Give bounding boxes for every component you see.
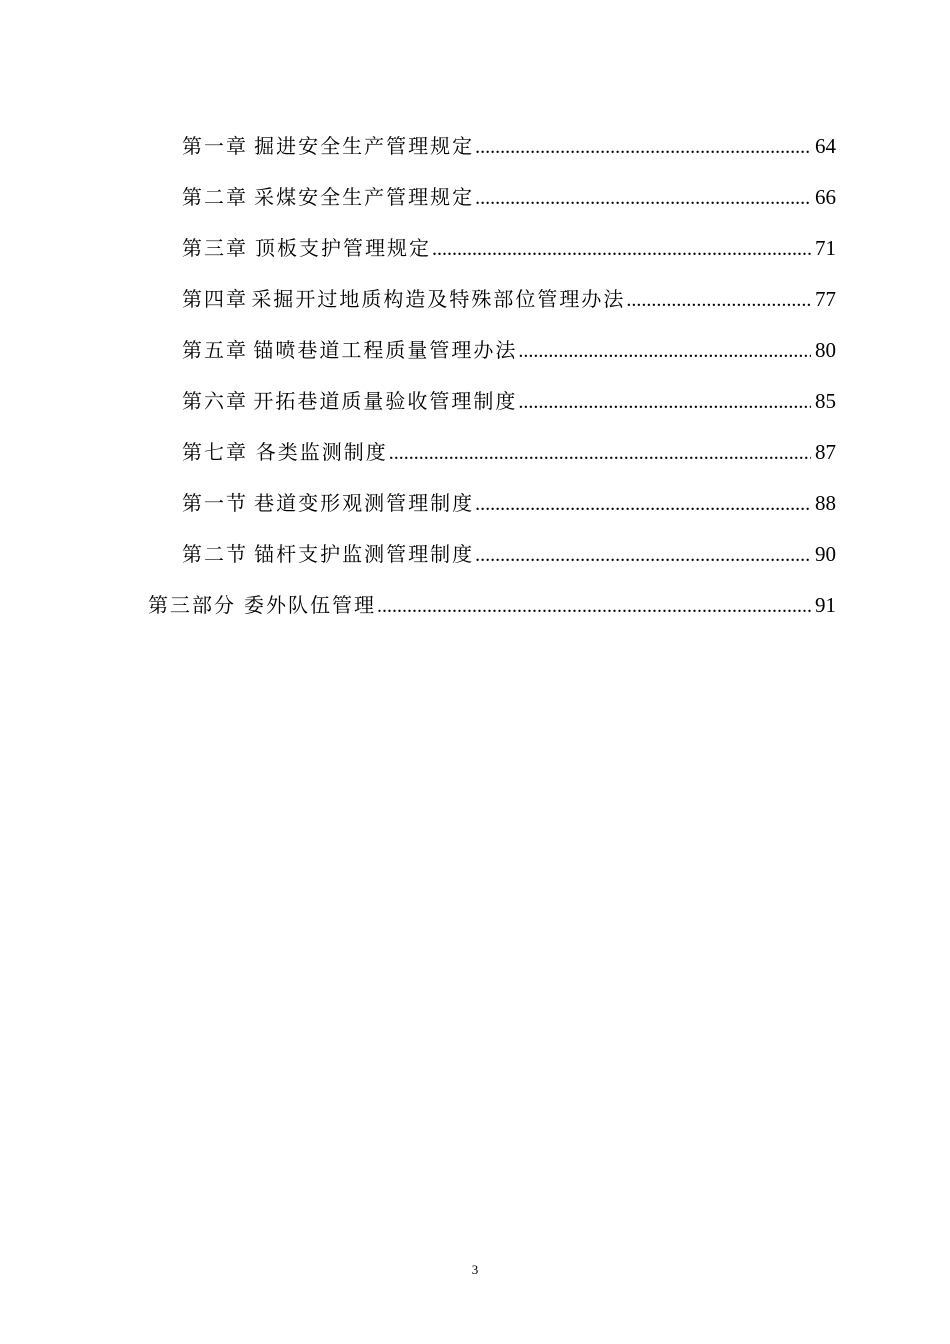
- toc-entry-label: 第一节: [182, 491, 248, 515]
- toc-entry-title: 锚喷巷道工程质量管理办法: [253, 338, 518, 362]
- toc-entry[interactable]: [0, 279, 950, 330]
- toc-entry[interactable]: [0, 534, 950, 585]
- toc-entry-title: 各类监测制度: [255, 440, 388, 464]
- toc-leader-dots: [518, 331, 811, 371]
- toc-entry-title: 开拓巷道质量验收管理制度: [253, 389, 518, 413]
- toc-leader-dots: [432, 229, 811, 269]
- toc-leader-dots: [518, 382, 811, 422]
- toc-entry[interactable]: [0, 432, 950, 483]
- toc-leader-dots: [475, 535, 811, 575]
- toc-entry[interactable]: [0, 585, 950, 636]
- toc-entry-page: 90: [815, 542, 836, 566]
- toc-entry-page: 64: [815, 134, 836, 158]
- toc-leader-dots: [389, 433, 811, 473]
- toc-entry-title: 锚杆支护监测管理制度: [254, 542, 475, 566]
- toc-entry-label: 第五章: [182, 338, 248, 362]
- toc-entry-title: 采掘开过地质构造及特殊部位管理办法: [251, 287, 626, 311]
- toc-entry-title: 掘进安全生产管理规定: [254, 134, 475, 158]
- toc-entry[interactable]: [0, 330, 950, 381]
- toc-leader-dots: [475, 178, 811, 218]
- toc-entry-page: 91: [815, 593, 836, 617]
- toc-entry-page: 87: [815, 440, 836, 464]
- page-number: 3: [471, 1262, 479, 1277]
- toc-entry-title: 委外队伍管理: [243, 593, 376, 617]
- toc-entry[interactable]: [0, 381, 950, 432]
- toc-entry-page: 71: [815, 236, 836, 260]
- toc-entry-label: 第一章: [182, 134, 248, 158]
- toc-entry-title: 巷道变形观测管理制度: [254, 491, 475, 515]
- toc-entry-title: 采煤安全生产管理规定: [254, 185, 475, 209]
- table-of-contents: [0, 126, 950, 636]
- toc-entry[interactable]: [0, 126, 950, 177]
- toc-entry[interactable]: [0, 177, 950, 228]
- toc-entry-label: 第二章: [182, 185, 248, 209]
- toc-entry[interactable]: [0, 228, 950, 279]
- toc-entry-label: 第七章: [182, 440, 248, 464]
- toc-entry-page: 85: [815, 389, 836, 413]
- toc-entry-label: 第二节: [182, 542, 248, 566]
- toc-entry-label: 第六章: [182, 389, 248, 413]
- toc-entry[interactable]: [0, 483, 950, 534]
- toc-entry-label: 第三章: [182, 236, 248, 260]
- toc-entry-page: 88: [815, 491, 836, 515]
- toc-entry-page: 80: [815, 338, 836, 362]
- toc-leader-dots: [377, 586, 811, 626]
- toc-leader-dots: [475, 484, 811, 524]
- toc-entry-page: 66: [815, 185, 836, 209]
- toc-leader-dots: [626, 280, 811, 320]
- toc-entry-label: 第三部分: [148, 593, 236, 617]
- toc-entry-label: 第四章: [182, 287, 248, 311]
- toc-entry-title: 顶板支护管理规定: [254, 236, 431, 260]
- toc-entry-page: 77: [815, 287, 836, 311]
- toc-leader-dots: [475, 127, 811, 167]
